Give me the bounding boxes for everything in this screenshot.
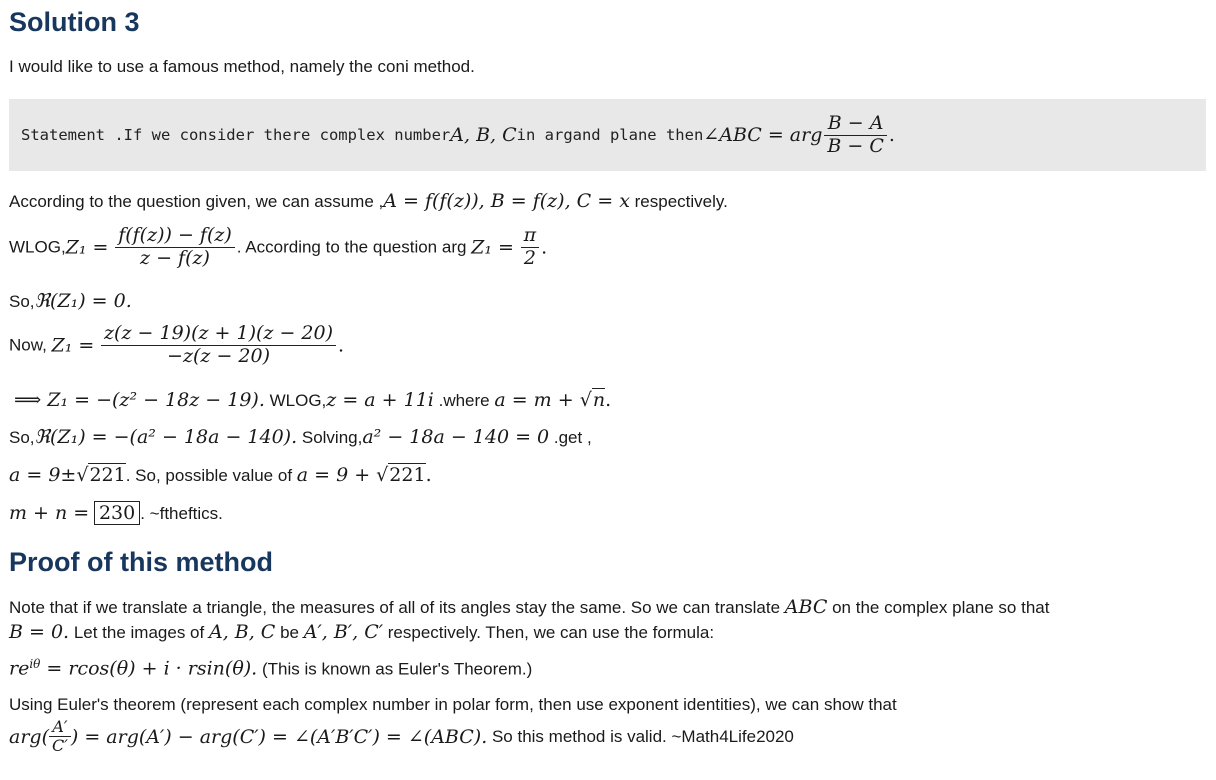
line-value-end: . [425, 464, 432, 486]
proof-p4: Using Euler's theorem (represent each complex number in polar form, then use exponent identities), we can show that [9, 695, 897, 714]
line-value-sqrt: 221 [89, 464, 126, 486]
intro-text: I would like to use a famous method, namely the coni method. [9, 57, 475, 76]
line-implies-end: . [605, 389, 612, 411]
statement-fraction-den: B − C [827, 134, 884, 157]
line-solving [9, 426, 592, 448]
line-now-lhs: Z₁ = [51, 334, 95, 357]
line-implies-math: ⟹ Z₁ = −(z² − 18z − 19). [14, 389, 265, 411]
statement-angle: ∠ABC = arg [703, 124, 823, 146]
line-value-text: . So, possible value of [125, 466, 297, 485]
proof-p5m: arg( [9, 725, 49, 748]
line-now-prefix: Now, [9, 335, 52, 355]
answer-box: 230 [94, 501, 140, 525]
statement-mid: in argand plane then [516, 126, 704, 144]
line-solving-math2: a² − 18a − 140 = 0 [362, 426, 550, 448]
line-assume-suffix: respectively. [629, 192, 728, 211]
line-solving-text2: .get , [549, 428, 592, 447]
proof-p2c: respectively. Then, we can use the formula: [383, 623, 715, 642]
line-now: Now, Z₁ = $\frac{z(z - 19)(z + 1)(z - 20)}{-z(z - 20)}$ . [9, 322, 345, 367]
proof-p1b: on the complex plane so that [827, 598, 1050, 617]
proof-p3m2: = rcos(θ) + i · rsin(θ). [40, 657, 258, 680]
statement-fraction-num: B − A [824, 113, 887, 136]
proof-p5 [9, 718, 794, 756]
line-value-math2: a = 9 + √ [296, 464, 389, 486]
line-wlog-lhs: Z₁ = [65, 236, 109, 259]
proof-p1a: Note that if we translate a triangle, the measures of all of its angles stay the same. So we can translate [9, 598, 785, 617]
line-wlog-rhs: Z₁ = [471, 236, 514, 259]
line-implies-math3: a = m + √ [494, 389, 592, 411]
line-now-num: z(z − 19)(z + 1)(z − 20) [101, 323, 336, 346]
line-implies-sqrt: n [592, 389, 606, 411]
line-wlog-fraction2 [521, 225, 540, 270]
statement-prefix: Statement .If we consider there complex number [21, 126, 451, 144]
line-answer-math: m + n = [9, 502, 90, 524]
line-implies-text: WLOG, [264, 391, 327, 410]
proof-heading: Proof of this method [9, 547, 273, 577]
line-implies-text2: .where [433, 391, 495, 410]
proof-p1m: ABC [784, 596, 828, 618]
line-value [9, 464, 432, 486]
line-wlog-den2: 2 [523, 246, 536, 269]
line-implies-math2: z = a + 11i [326, 389, 434, 411]
line-solving-text: Solving, [297, 428, 363, 447]
line-value-math: a = 9±√ [9, 464, 89, 486]
line-solving-prefix: So, [9, 428, 35, 447]
proof-p5num: A′ [49, 718, 71, 737]
statement-vars: A, B, C [450, 124, 517, 146]
statement-fraction [824, 113, 887, 158]
proof-p2m: B = 0. [9, 621, 70, 643]
line-now-den: −z(z − 20) [167, 344, 270, 367]
proof-p2 [9, 621, 714, 643]
proof-p3m: re [9, 657, 30, 680]
proof-p5t: So this method is valid. ~Math4Life2020 [487, 726, 794, 746]
line-real-zero-prefix: So, [9, 292, 35, 311]
line-solving-math: ℜ(Z₁) = −(a² − 18a − 140). [34, 426, 298, 448]
proof-p2m3: A′, B′, C′ [303, 621, 384, 643]
line-wlog-num2: π [521, 225, 540, 248]
line-answer-text: . ~ftheftics. [140, 504, 223, 523]
proof-p2b: be [275, 623, 304, 642]
proof-p3sup: iθ [29, 657, 41, 671]
proof-p5-fraction [49, 718, 71, 756]
line-wlog-fraction [115, 225, 235, 270]
line-wlog-num: f(f(z)) − f(z) [115, 225, 235, 248]
line-now-fraction [101, 323, 336, 368]
line-wlog-prefix: WLOG, [9, 237, 66, 257]
line-implies [14, 389, 611, 411]
proof-p3t: (This is known as Euler's Theorem.) [257, 659, 533, 679]
line-wlog-mid: . According to the question arg [236, 237, 472, 257]
line-real-zero-math: ℜ(Z₁) = 0. [34, 290, 132, 312]
proof-p1 [9, 596, 1049, 618]
proof-p3 [9, 657, 532, 680]
line-value-sqrt2: 221 [389, 464, 426, 486]
proof-p5m2: ) = arg(A′) − arg(C′) = ∠(A′B′C′) = ∠(ABC). [70, 725, 488, 748]
proof-p2m2: A, B, C [208, 621, 276, 643]
line-assume [9, 190, 728, 212]
line-assume-text: According to the question given, we can assume , [9, 192, 384, 211]
proof-p5den: C′ [52, 736, 68, 756]
statement-box: Statement .If we consider there complex number A, B, C in argand plane then ∠ABC = arg $\frac{B - A}{B - C}$ . [9, 99, 1206, 171]
line-wlog: WLOG,Z₁ = $\frac{f(f(z)) - f(z)}{z - f(z)}$ . According to the question arg Z₁ = $\frac{\pi}{2}$ . [9, 224, 548, 269]
solution-heading: Solution 3 [9, 7, 140, 37]
line-real-zero [9, 290, 132, 312]
line-assume-math: A = f(f(z)), B = f(z), C = x [383, 190, 630, 212]
proof-p2a: Let the images of [69, 623, 209, 642]
line-wlog-den: z − f(z) [140, 246, 210, 269]
line-answer [9, 502, 223, 524]
